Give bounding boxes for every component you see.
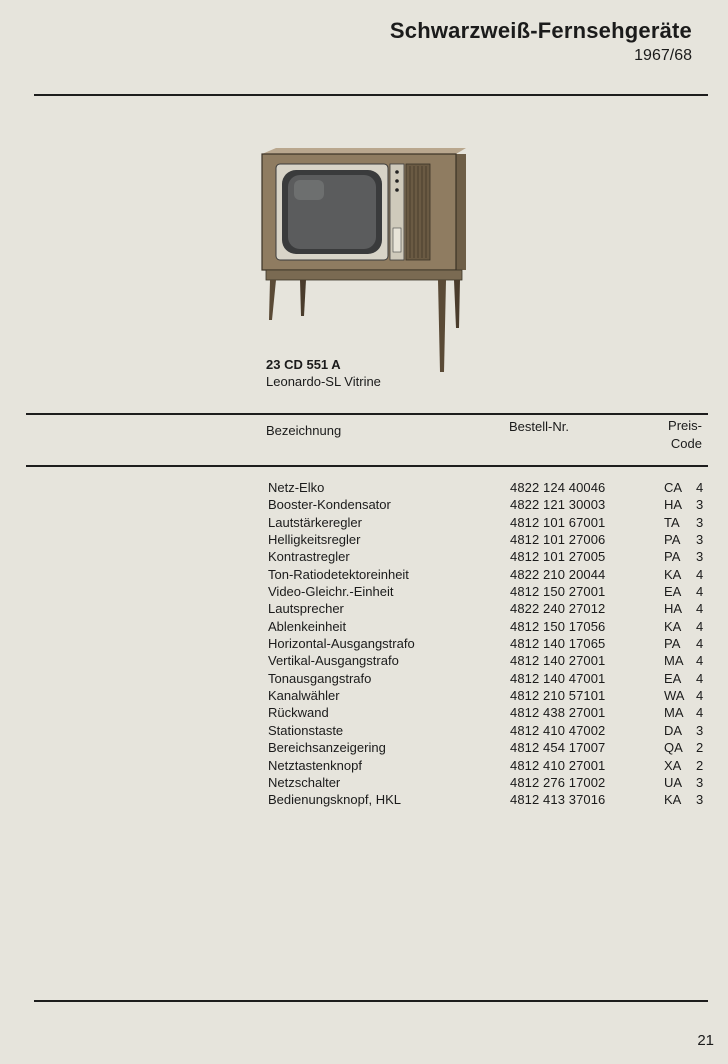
parts-table [268, 479, 718, 809]
col-header-order-no: Bestell-Nr. [509, 419, 569, 434]
model-number: 23 CD 551 A [266, 357, 341, 372]
part-name: Video-Gleichr.-Einheit [268, 584, 394, 600]
price-code: PA [664, 532, 681, 548]
col-header-price [668, 417, 702, 453]
order-number: 4812 276 17002 [510, 774, 606, 790]
page-title: Schwarzweiß-Fernsehgeräte [389, 18, 692, 43]
part-name: Kontrastregler [268, 549, 350, 565]
order-number: 4822 124 40046 [510, 480, 606, 495]
order-number: 4812 150 17056 [510, 618, 606, 634]
table-row [268, 791, 718, 808]
table-row [268, 531, 718, 548]
price-code: PA [664, 636, 681, 652]
order-number: 4822 121 30003 [510, 497, 606, 513]
order-number: 4812 101 27005 [510, 549, 606, 565]
order-number: 4812 140 47001 [510, 670, 606, 686]
order-number: 4812 140 27001 [510, 653, 606, 669]
part-name: Lautsprecher [268, 601, 344, 617]
table-row [268, 496, 718, 513]
table-row [268, 670, 718, 687]
price-group: 4 [696, 670, 704, 686]
order-number: 4812 454 17007 [510, 740, 606, 756]
price-group: 4 [696, 618, 704, 634]
price-code: MA [664, 653, 684, 669]
table-row [268, 704, 718, 721]
part-name: Stationstaste [268, 722, 344, 738]
order-number: 4812 438 27001 [510, 705, 606, 721]
price-group: 4 [696, 636, 704, 652]
table-row [268, 774, 718, 791]
table-row [268, 652, 718, 669]
table-row [268, 757, 718, 774]
part-name: Rückwand [268, 705, 329, 721]
price-code: KA [664, 792, 682, 808]
order-number: 4812 150 27001 [510, 584, 606, 600]
order-number: 4812 101 67001 [510, 514, 606, 530]
table-row [268, 635, 718, 652]
price-group: 3 [696, 774, 704, 790]
order-number: 4812 413 37016 [510, 792, 606, 808]
part-name: Tonausgangstrafo [268, 670, 372, 686]
table-row [268, 566, 718, 583]
divider-top [34, 94, 708, 96]
order-number: 4812 210 57101 [510, 688, 606, 704]
price-group: 3 [696, 514, 704, 530]
page-number: 21 [697, 1032, 714, 1049]
part-name: Kanalwähler [268, 688, 340, 704]
divider-header-top [26, 413, 708, 415]
price-group: 3 [696, 792, 704, 808]
price-code: DA [664, 722, 683, 738]
table-row [268, 618, 718, 635]
price-group: 4 [696, 480, 704, 495]
order-number: 4822 240 27012 [510, 601, 606, 617]
model-variant: Leonardo-SL Vitrine [266, 374, 381, 389]
part-name: Bereichsanzeigering [268, 740, 386, 756]
col-header-price-line1: Preis- [668, 418, 702, 433]
part-name: Ablenkeinheit [268, 618, 347, 634]
price-code: XA [664, 757, 682, 773]
price-group: 4 [696, 601, 704, 617]
price-code: EA [664, 670, 682, 686]
price-code: TA [664, 514, 680, 530]
order-number: 4812 140 17065 [510, 636, 606, 652]
table-row [268, 514, 718, 531]
price-group: 4 [696, 688, 704, 704]
price-code: PA [664, 549, 681, 565]
divider-header-bottom [26, 465, 708, 467]
table-row [268, 687, 718, 704]
price-code: KA [664, 618, 682, 634]
divider-bottom [34, 1000, 708, 1002]
part-name: Bedienungsknopf, HKL [268, 792, 401, 808]
price-group: 3 [696, 532, 704, 548]
price-code: UA [664, 774, 683, 790]
price-code: EA [664, 584, 682, 600]
price-code: WA [664, 688, 685, 704]
col-header-name: Bezeichnung [266, 423, 342, 438]
price-group: 3 [696, 549, 704, 565]
price-group: 4 [696, 653, 704, 669]
part-name: Booster-Kondensator [268, 497, 391, 513]
part-name: Ton-Ratiodetektoreinheit [268, 566, 409, 582]
price-code: QA [664, 740, 683, 756]
table-row [268, 479, 718, 496]
order-number: 4812 101 27006 [510, 532, 606, 548]
table-row [268, 583, 718, 600]
table-row [268, 722, 718, 739]
order-number: 4812 410 47002 [510, 722, 606, 738]
price-group: 4 [696, 566, 704, 582]
table-row [268, 548, 718, 565]
table-row [268, 600, 718, 617]
part-name: Horizontal-Ausgangstrafo [268, 636, 415, 652]
part-name: Vertikal-Ausgangstrafo [268, 653, 399, 669]
price-group: 4 [696, 584, 704, 600]
order-number: 4822 210 20044 [510, 566, 606, 582]
tv-cabinet-image [260, 148, 470, 373]
part-name: Helligkeitsregler [268, 532, 361, 548]
price-group: 4 [696, 705, 704, 721]
price-code: MA [664, 705, 684, 721]
table-row [268, 739, 718, 756]
price-code: HA [664, 497, 683, 513]
price-code: CA [664, 480, 683, 495]
price-code: KA [664, 566, 682, 582]
col-header-price-line2: Code [670, 436, 702, 451]
part-name: Netztastenknopf [268, 757, 362, 773]
order-number: 4812 410 27001 [510, 757, 606, 773]
part-name: Lautstärkeregler [268, 514, 362, 530]
price-code: HA [664, 601, 683, 617]
part-name: Netz-Elko [268, 480, 325, 495]
part-name: Netzschalter [268, 774, 341, 790]
price-group: 3 [696, 497, 704, 513]
price-group: 2 [696, 740, 704, 756]
price-group: 3 [696, 722, 704, 738]
price-group: 2 [696, 757, 704, 773]
year-label: 1967/68 [634, 47, 692, 64]
